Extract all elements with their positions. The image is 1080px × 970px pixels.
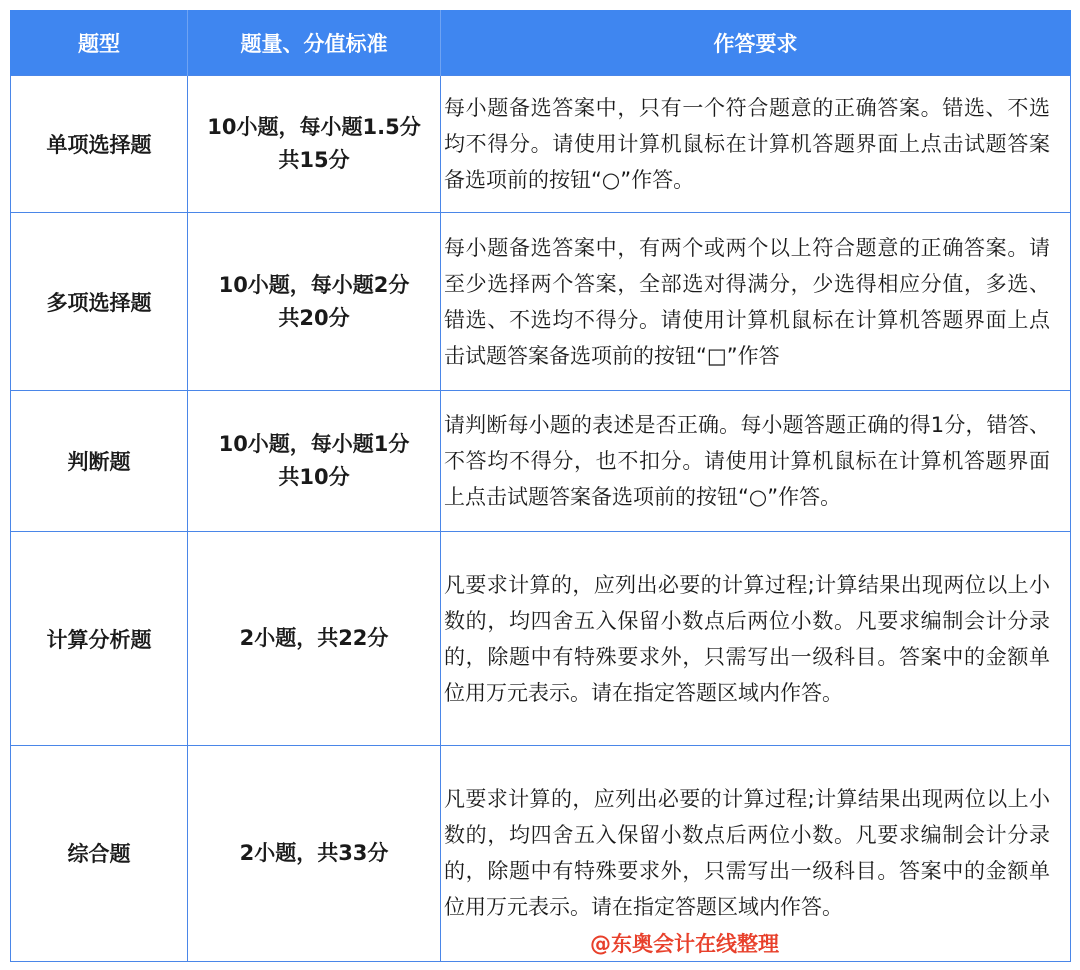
requirement-cell: 每小题备选答案中，只有一个符合题意的正确答案。错选、不选均不得分。请使用计算机鼠标在计算机答题界面上点击试题答案备选项前的按钮“○”作答。 [441, 76, 1071, 213]
table-row [11, 532, 1071, 745]
question-type-cell: 综合题 [11, 745, 188, 961]
score-line: 2小题，共22分 [239, 626, 389, 651]
score-cell [188, 76, 441, 213]
score-total: 共10分 [278, 465, 350, 490]
requirement-cell: 请判断每小题的表述是否正确。每小题答题正确的得1分，错答、不答均不得分，也不扣分。请使用计算机鼠标在计算机答题界面上点击试题答案备选项前的按钮“○”作答。 [441, 391, 1071, 532]
score-total: 共20分 [278, 305, 350, 330]
table-row [11, 391, 1071, 532]
table-row [11, 745, 1071, 961]
header-answer-requirement: 作答要求 [441, 10, 1071, 76]
question-type-cell: 计算分析题 [11, 532, 188, 745]
table-row [11, 213, 1071, 391]
question-type-cell: 多项选择题 [11, 213, 188, 391]
requirement-cell: 凡要求计算的，应列出必要的计算过程;计算结果出现两位以上小数的，均四舍五入保留小数点后两位小数。凡要求编制会计分录的，除题中有特殊要求外，只需写出一级科目。答案中的金额单位用万元表示。请在指定答题区域内作答。 [441, 745, 1071, 961]
header-question-type: 题型 [11, 10, 188, 76]
requirement-cell: 每小题备选答案中，有两个或两个以上符合题意的正确答案。请至少选择两个答案，全部选对得满分，少选得相应分值，多选、错选、不选均不得分。请使用计算机鼠标在计算机答题界面上点击试题答案备选项前的按钮“□”作答 [441, 213, 1071, 391]
exam-format-table-container [10, 10, 1070, 962]
score-line: 10小题，每小题1.5分 [207, 115, 421, 140]
score-line: 10小题，每小题1分 [218, 432, 410, 457]
table-row [11, 76, 1071, 213]
score-cell [188, 391, 441, 532]
question-type-cell: 判断题 [11, 391, 188, 532]
watermark-text: @东奥会计在线整理 [590, 932, 779, 956]
score-cell [188, 213, 441, 391]
exam-format-table [10, 10, 1071, 962]
header-quantity-score: 题量、分值标准 [188, 10, 441, 76]
score-cell [188, 532, 441, 745]
score-line: 10小题，每小题2分 [218, 272, 410, 297]
table-header-row [11, 10, 1071, 76]
requirement-cell: 凡要求计算的，应列出必要的计算过程;计算结果出现两位以上小数的，均四舍五入保留小数点后两位小数。凡要求编制会计分录的，除题中有特殊要求外，只需写出一级科目。答案中的金额单位用万元表示。请在指定答题区域内作答。 [441, 532, 1071, 745]
score-cell [188, 745, 441, 961]
score-total: 共15分 [278, 148, 350, 173]
question-type-cell: 单项选择题 [11, 76, 188, 213]
score-line: 2小题，共33分 [239, 840, 389, 865]
